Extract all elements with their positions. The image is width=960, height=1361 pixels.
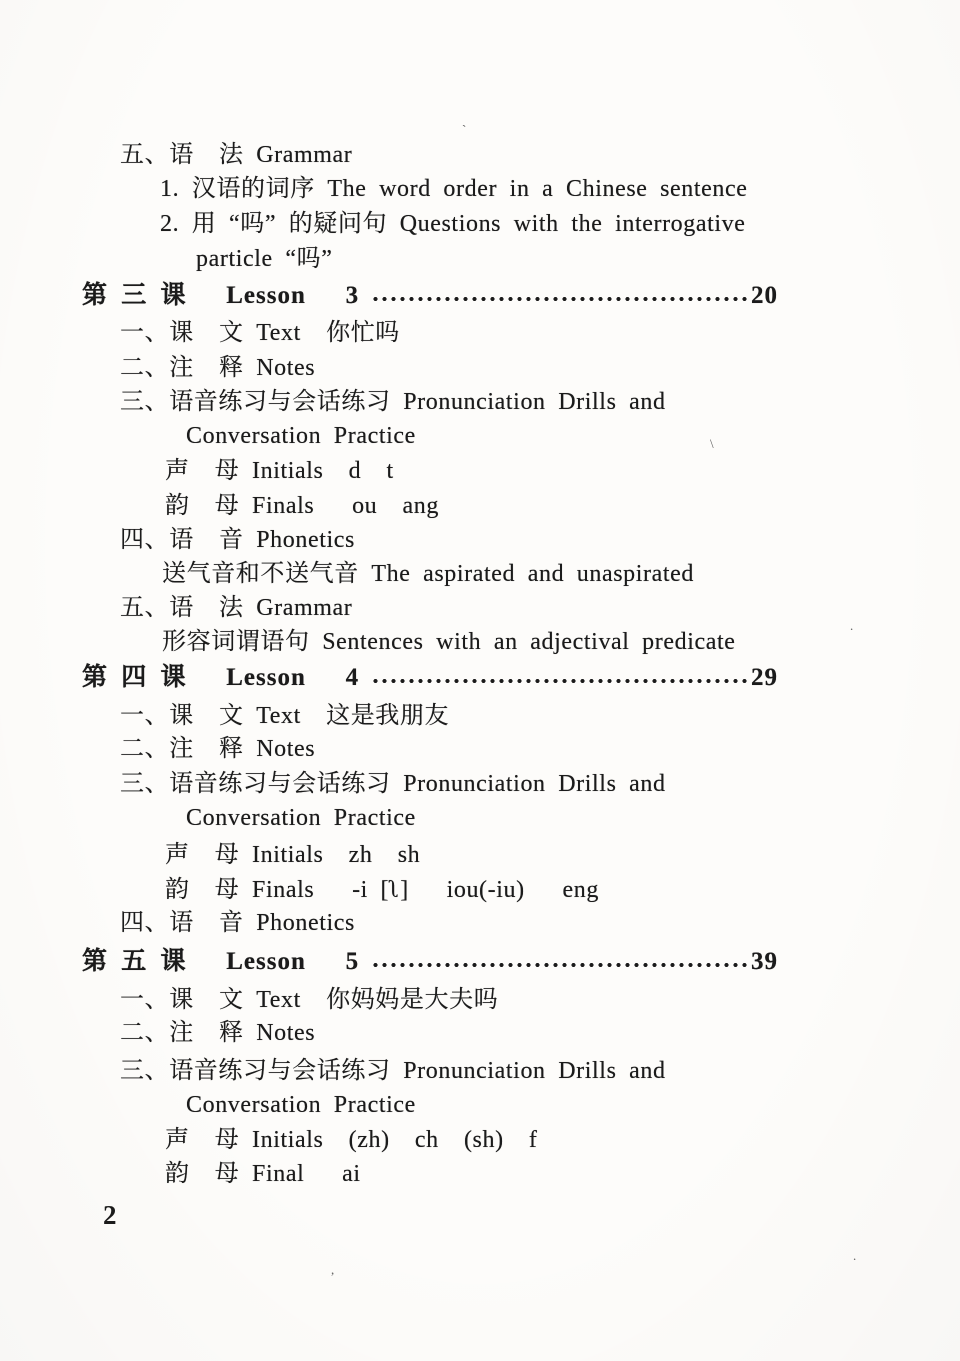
lesson-4-title: 第 四 课 Lesson 4 (82, 664, 360, 691)
toc-line-grammar-item-1: 1. 汉语的词序 The word order in a Chinese sentence (160, 176, 748, 202)
toc-line-l3-grammar: 五、语 法 Grammar (120, 595, 353, 621)
lesson-3-title: 第 三 课 Lesson 3 (82, 282, 360, 309)
toc-line-grammar-item-2-continuation: particle “吗” (196, 246, 333, 272)
toc-line-l5-drills-continuation: Conversation Practice (186, 1092, 416, 1118)
toc-line-l4-notes: 二、注 释 Notes (120, 736, 316, 762)
toc-line-l4-phonetics: 四、语 音 Phonetics (120, 910, 355, 936)
scan-speck: \ (710, 436, 714, 451)
toc-line-l3-phonetics: 四、语 音 Phonetics (120, 527, 355, 553)
toc-line-l4-drills-continuation: Conversation Practice (186, 805, 416, 831)
lesson-5-page-number: 39 (751, 948, 778, 975)
toc-line-l5-initials: 声 母 Initials (zh) ch (sh) f (165, 1127, 538, 1153)
toc-line-l3-text: 一、课 文 Text 你忙吗 (120, 320, 400, 346)
toc-line-l4-finals: 韵 母 Finals -i [ʅ] iou(-iu) eng (165, 877, 599, 903)
lesson-4-page-number: 29 (751, 664, 778, 691)
scan-speck: , (331, 1262, 335, 1277)
lesson-5-heading (82, 947, 778, 977)
toc-line-l3-notes: 二、注 释 Notes (120, 355, 316, 381)
dot-leader (371, 960, 747, 970)
toc-line-grammar-heading: 五、语 法 Grammar (120, 142, 353, 168)
toc-line-l3-grammar-detail: 形容词谓语句 Sentences with an adjectival predicate (162, 629, 736, 655)
dot-leader (371, 676, 747, 686)
toc-line-l5-text: 一、课 文 Text 你妈妈是大夫吗 (120, 987, 499, 1013)
toc-line-l5-drills: 三、语音练习与会话练习 Pronunciation Drills and (120, 1058, 666, 1084)
scan-speck: . (850, 618, 854, 633)
toc-line-l3-initials: 声 母 Initials d t (165, 458, 394, 484)
footer-page-number: 2 (103, 1200, 117, 1230)
toc-line-l3-finals: 韵 母 Finals ou ang (165, 493, 439, 519)
toc-line-l4-initials: 声 母 Initials zh sh (165, 842, 421, 868)
toc-line-l5-notes: 二、注 释 Notes (120, 1020, 316, 1046)
toc-line-l4-drills: 三、语音练习与会话练习 Pronunciation Drills and (120, 771, 666, 797)
toc-line-grammar-item-2: 2. 用 “吗” 的疑问句 Questions with the interrogative (160, 211, 746, 237)
dot-leader (371, 294, 747, 304)
toc-line-l5-finals: 韵 母 Final ai (165, 1161, 361, 1187)
lesson-3-heading (82, 281, 778, 311)
toc-line-l3-drills: 三、语音练习与会话练习 Pronunciation Drills and (120, 389, 666, 415)
toc-line-l3-drills-continuation: Conversation Practice (186, 423, 416, 449)
scan-speck: ` (462, 122, 467, 137)
toc-line-l3-phonetics-detail: 送气音和不送气音 The aspirated and unaspirated (162, 561, 695, 587)
lesson-3-page-number: 20 (751, 282, 778, 309)
scan-speck: . (853, 1248, 857, 1263)
toc-line-l4-text: 一、课 文 Text 这是我朋友 (120, 703, 450, 729)
lesson-4-heading (82, 663, 778, 693)
lesson-5-title: 第 五 课 Lesson 5 (82, 948, 360, 975)
